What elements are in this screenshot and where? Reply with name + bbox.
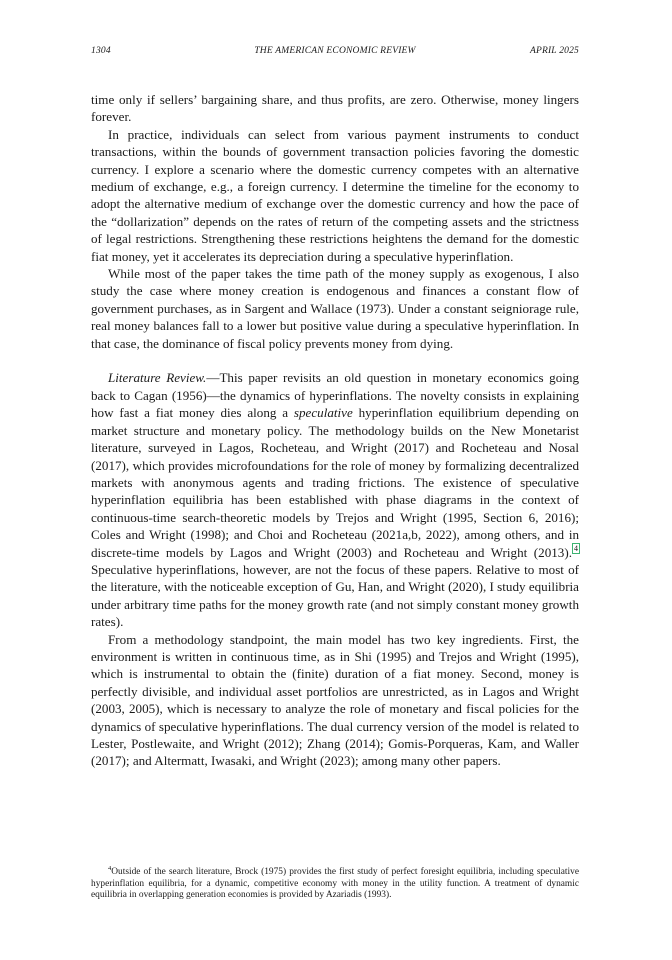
section-heading: Literature Review.: [108, 370, 207, 386]
paragraph: While most of the paper takes the time path of the money supply as exogenous, I also study the case where money creation is endogenous and finances a constant flow of government purchases, as in Sargent and Wallace (1973). Under a constant seigniorage rule, real money balances fall to a lower but positive value during a speculative hyperinflation. In that case, the dominance of fiscal policy prevents money from dying.: [91, 266, 579, 351]
literature-review-paragraph: [91, 369, 579, 630]
paragraph: In practice, individuals can select from various payment instruments to conduct transactions, within the bounds of government transaction policies favoring the domestic currency. I explore a scenario where the domestic currency competes with an alternative medium of exchange, e.g., a foreign currency. I determine the timeline for the economy to adopt the alternative medium of exchange over the domestic currency and how the pace of the “dollarization” depends on the rates of return of the competing assets and the strictness of legal restrictions. Strengthening these restrictions heightens the demand for the domestic fiat money, yet it accelerates its depreciation during a speculative hyperinflation.: [91, 126, 579, 264]
paragraph-text: Speculative hyperinflations, however, are not the focus of these papers. Relative to most of the literature, with the noticeable exception of Gu, Han, and Wright (2020), I study equilibria under arbitrary time paths for the money growth rate (and not simply constant money growth rates).: [91, 561, 579, 630]
journal-title: THE AMERICAN ECONOMIC REVIEW: [254, 46, 416, 56]
footnote-paragraph: [91, 864, 579, 902]
footnote-text: Outside of the search literature, Brock (1975) provides the first study of perfect foresight equilibria, including speculative hyperinflation equilibria, for a dynamic, competitive economy with money in the utility function. A treatment of dynamic equilibria in overlapping generation economies is provided by Azariadis (1993).: [91, 867, 579, 901]
footnote-number: 4: [108, 864, 112, 872]
paragraph: time only if sellers’ bargaining share, and thus profits, are zero. Otherwise, money lingers forever.: [91, 92, 579, 125]
body-text: [91, 91, 579, 770]
paragraph: From a methodology standpoint, the main model has two key ingredients. First, the environment is written in continuous time, as in Shi (1995) and Trejos and Wright (1995), which is instrumental to obtain the (finite) duration of a fiat money. Second, money is perfectly divisible, and individual asset portfolios are unrestricted, as in Lagos and Wright (2003, 2005), which is necessary to analyze the role of monetary and fiscal policies for the dynamics of speculative hyperinflations. The dual currency version of the model is related to Lester, Postlewaite, and Wright (2012); Zhang (2014); Gomis-Porqueras, Kam, and Waller (2017); and Altermatt, Iwasaki, and Wright (2023); among many other papers.: [91, 631, 579, 769]
emphasis: speculative: [293, 405, 353, 421]
page-number: 1304: [91, 46, 111, 56]
running-header: [91, 46, 579, 60]
paragraph-text: hyperinflation equilibrium depending on market structure and monetary policy. The methodology builds on the New Monetarist literature, surveyed in Lagos, Rocheteau, and Wright (2017) and Rocheteau and Nosal (2017), which provides microfoundations for the role of money by formalizing decentralized markets with anonymous agents and trading frictions. The existence of speculative hyperinflation equilibria has been established with phase diagrams in the context of continuous-time search-theoretic models by Trejos and Wright (1995, Section 6, 2016); Coles and Wright (1998); and Choi and Rocheteau (2021a,b, 2022), among others, and in discrete-time models by Lagos and Wright (2003) and Rocheteau and Wright (2013).: [91, 405, 579, 560]
footnote-link[interactable]: 4: [574, 544, 578, 554]
issue-date: APRIL 2025: [529, 46, 579, 56]
footnote: [91, 864, 579, 902]
paragraph-text: —This paper revisits an old question in monetary economics going back to Cagan (1956)—the dynamics of hyperinflations. The novelty consists in explaining how fast a fiat money dies along a: [91, 370, 579, 421]
